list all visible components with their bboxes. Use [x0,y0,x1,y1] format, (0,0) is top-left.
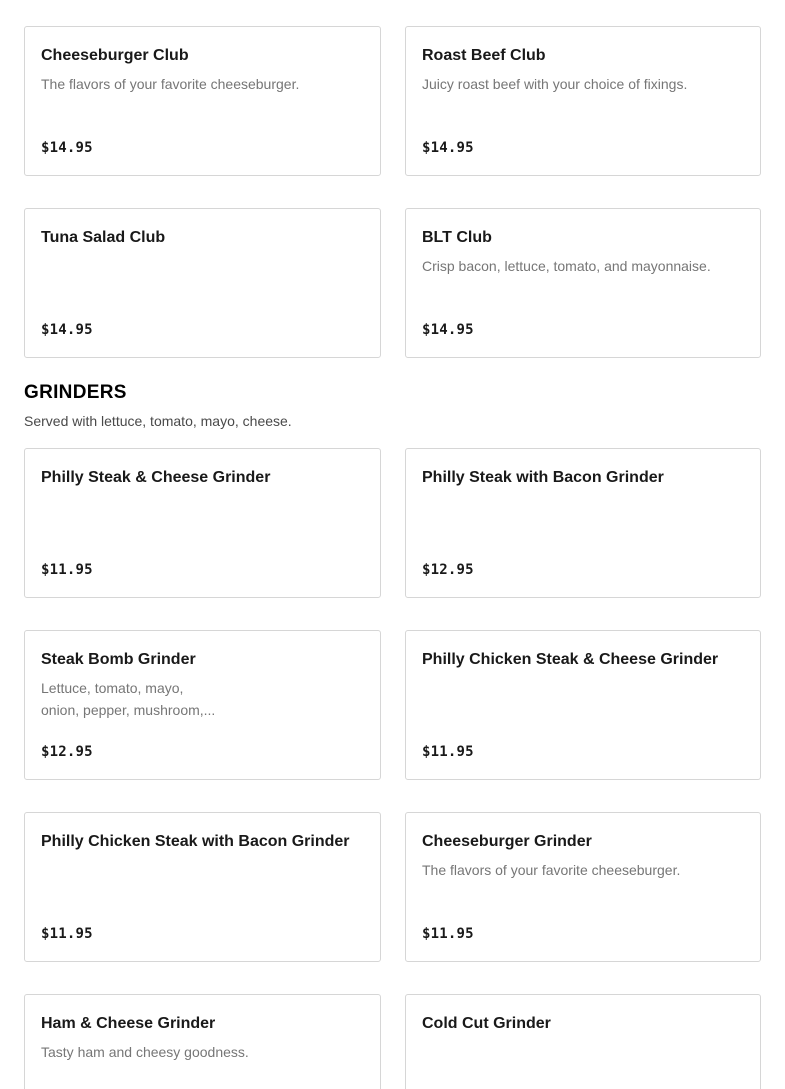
menu-item-description: The flavors of your favorite cheeseburger. [422,862,681,878]
menu-item-price: $14.95 [41,322,93,338]
menu-item-name: Cold Cut Grinder [422,1015,551,1032]
menu-item-card[interactable] [405,208,761,358]
menu-item-name: BLT Club [422,229,492,246]
section-title: GRINDERS [24,382,127,403]
menu-item-name: Cheeseburger Grinder [422,833,592,850]
menu-item-card[interactable] [405,812,761,962]
menu-item-card[interactable] [24,994,381,1089]
menu-item-name: Philly Chicken Steak with Bacon Grinder [41,833,350,850]
menu-item-card[interactable] [405,994,761,1089]
menu-item-card[interactable] [24,26,381,176]
section-description: Served with lettuce, tomato, mayo, cheese. [24,413,292,429]
menu-item-price: $12.95 [41,744,93,760]
menu-item-description: Lettuce, tomato, mayo, onion, pepper, mushroom,... [41,680,216,718]
menu-item-price: $14.95 [41,140,93,156]
menu-item-name: Philly Steak with Bacon Grinder [422,469,664,486]
menu-item-description: Juicy roast beef with your choice of fixings. [422,76,688,92]
menu-item-card[interactable] [24,812,381,962]
menu-item-name: Philly Chicken Steak & Cheese Grinder [422,651,719,668]
menu-item-price: $11.95 [422,926,474,942]
menu-item-name: Ham & Cheese Grinder [41,1015,216,1032]
menu-item-description: Tasty ham and cheesy goodness. [41,1044,249,1060]
menu-item-card[interactable] [24,208,381,358]
clubs-grid [24,26,761,358]
menu-item-price: $14.95 [422,322,474,338]
menu-item-card[interactable] [405,448,761,598]
menu-item-name: Steak Bomb Grinder [41,651,196,668]
menu-item-description: The flavors of your favorite cheeseburger. [41,76,300,92]
menu-item-name: Tuna Salad Club [41,229,166,246]
menu-item-name: Roast Beef Club [422,47,546,64]
grinders-section-header [24,380,761,431]
menu-item-card[interactable] [24,448,381,598]
menu-item-card[interactable] [405,630,761,780]
menu-item-card[interactable] [405,26,761,176]
menu-item-price: $11.95 [422,744,474,760]
menu-item-price: $11.95 [41,926,93,942]
menu-item-price: $11.95 [41,562,93,578]
menu-item-price: $12.95 [422,562,474,578]
menu-item-description: Crisp bacon, lettuce, tomato, and mayonnaise. [422,258,711,274]
menu-item-name: Philly Steak & Cheese Grinder [41,469,271,486]
menu-item-price: $14.95 [422,140,474,156]
grinders-grid [24,448,761,1089]
menu-item-card[interactable] [24,630,381,780]
menu-item-name: Cheeseburger Club [41,47,189,64]
